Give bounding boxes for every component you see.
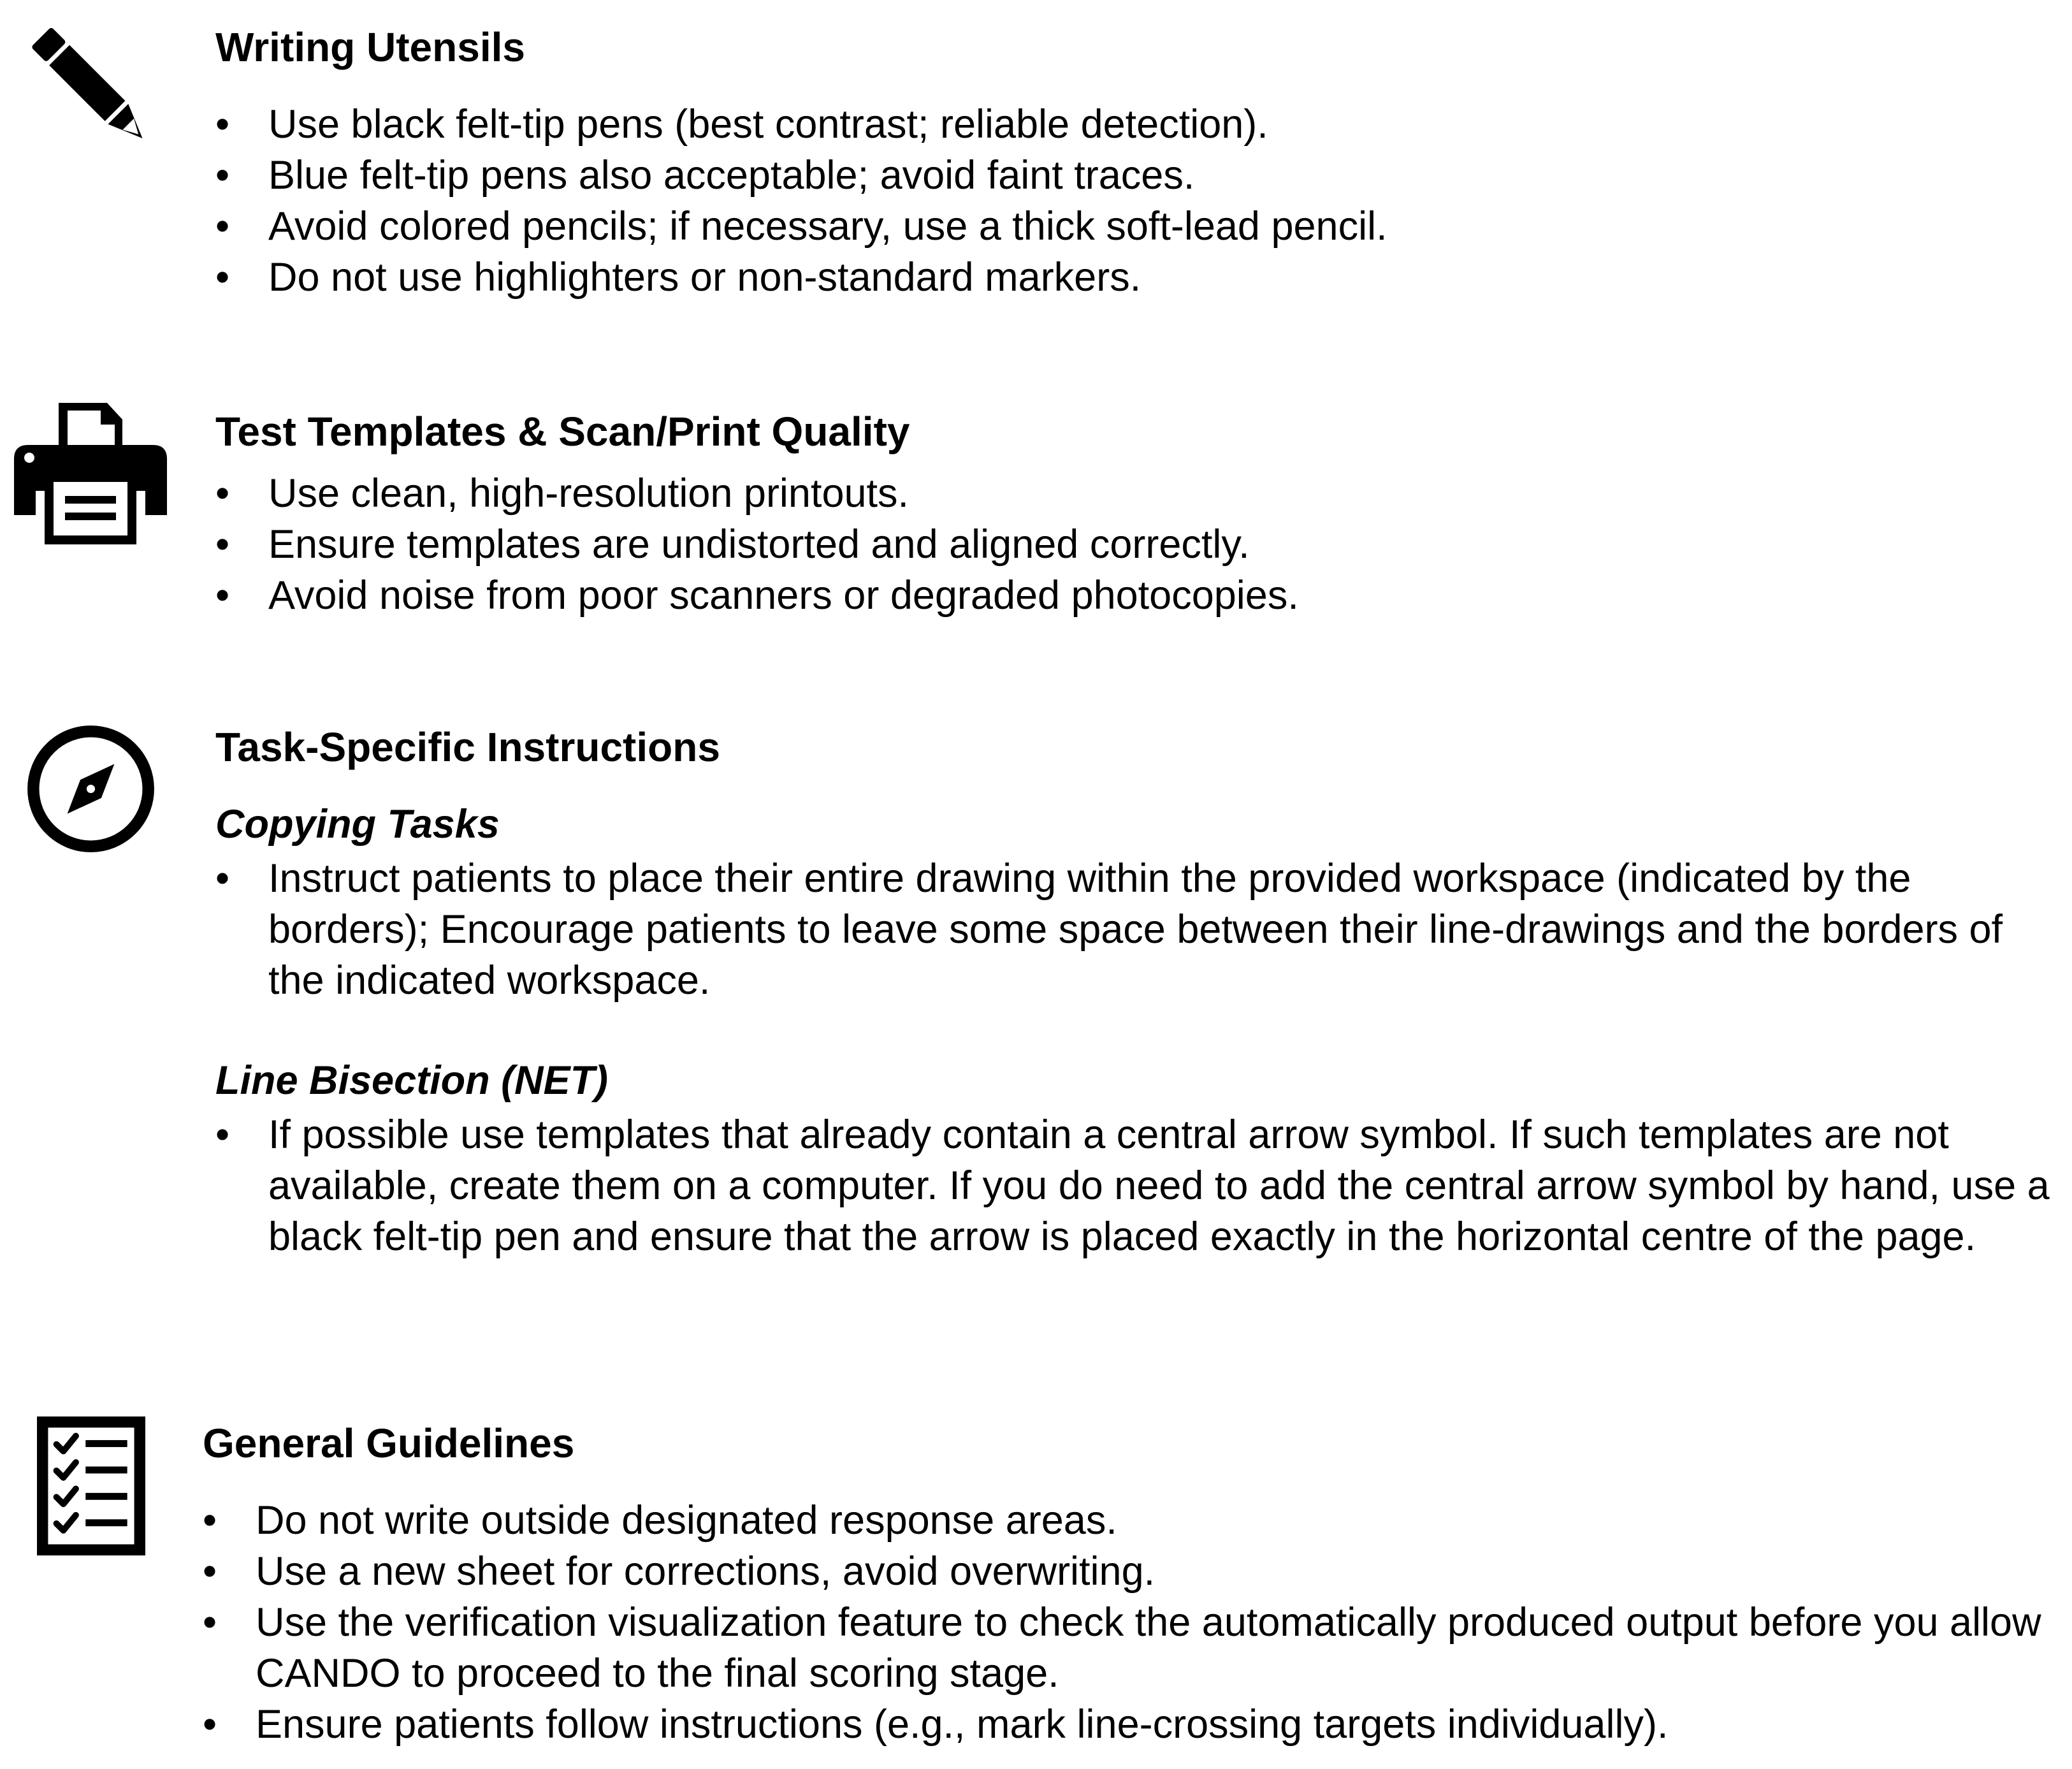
bullet: • [203,1549,217,1594]
compass-icon [25,724,156,854]
section-title-task-specific: Task-Specific Instructions [215,724,720,770]
list-item-text: Blue felt-tip pens also acceptable; avoid faint traces. [268,153,1195,198]
list-item [215,468,2051,519]
list-item [215,99,2051,150]
list-item [203,1546,2048,1597]
checklist-icon [37,1416,145,1555]
bullet: • [215,522,230,567]
bullet: • [203,1498,217,1543]
copying-tasks-list [215,853,2061,1006]
list-item [215,150,2051,201]
bullet: • [215,153,230,198]
printer-icon [14,403,167,544]
list-item [215,853,2061,1006]
list-item-text: Avoid colored pencils; if necessary, use a thick soft-lead pencil. [268,204,1387,249]
test-templates-list [215,468,2051,621]
list-item [215,252,2051,303]
line-bisection-list [215,1109,2061,1262]
bullet: • [203,1702,217,1747]
list-item-text: If possible use templates that already contain a central arrow symbol. If such templates are not available, create them on a computer. If you do need to add the central arrow symbol by hand, use a black felt-tip pen and ensure that the arrow is placed exactly in the horizontal centre of the page. [268,1112,2050,1259]
bullet: • [215,204,230,249]
pencil-icon [19,16,164,159]
list-item-text: Do not write outside designated response areas. [256,1498,1117,1543]
list-item [215,570,2051,621]
list-item-text: Use clean, high-resolution printouts. [268,471,909,516]
bullet: • [215,255,230,300]
list-item [203,1699,2048,1750]
general-guidelines-list [203,1495,2048,1750]
list-item [215,201,2051,252]
list-item-text: Use a new sheet for corrections, avoid overwriting. [256,1549,1156,1594]
section-title-general-guidelines: General Guidelines [203,1420,575,1466]
list-item-text: Instruct patients to place their entire drawing within the provided workspace (indicated by the borders); Encourage patients to leave some space between their line-drawings and the borders of the indicated workspace. [268,856,2003,1003]
list-item-text: Ensure templates are undistorted and aligned correctly. [268,522,1250,567]
list-item-text: Use the verification visualization feature to check the automatically produced output before you allow CANDO to proceed to the final scoring stage. [256,1600,2041,1696]
list-item-text: Avoid noise from poor scanners or degraded photocopies. [268,573,1299,618]
list-item [203,1597,2048,1699]
list-item [215,519,2051,570]
writing-utensils-list [215,99,2051,303]
subsection-title-line-bisection: Line Bisection (NET) [215,1058,609,1103]
list-item-text: Use black felt-tip pens (best contrast; reliable detection). [268,102,1268,147]
bullet: • [215,856,230,901]
list-item-text: Ensure patients follow instructions (e.g., mark line-crossing targets individually). [256,1702,1669,1747]
list-item-text: Do not use highlighters or non-standard markers. [268,255,1141,300]
list-item [203,1495,2048,1546]
section-title-writing-utensils: Writing Utensils [215,24,525,70]
bullet: • [215,1112,230,1157]
bullet: • [215,471,230,516]
bullet: • [215,573,230,618]
bullet: • [203,1600,217,1645]
list-item [215,1109,2061,1262]
section-title-test-templates: Test Templates & Scan/Print Quality [215,409,910,455]
subsection-title-copying-tasks: Copying Tasks [215,802,500,847]
bullet: • [215,102,230,147]
